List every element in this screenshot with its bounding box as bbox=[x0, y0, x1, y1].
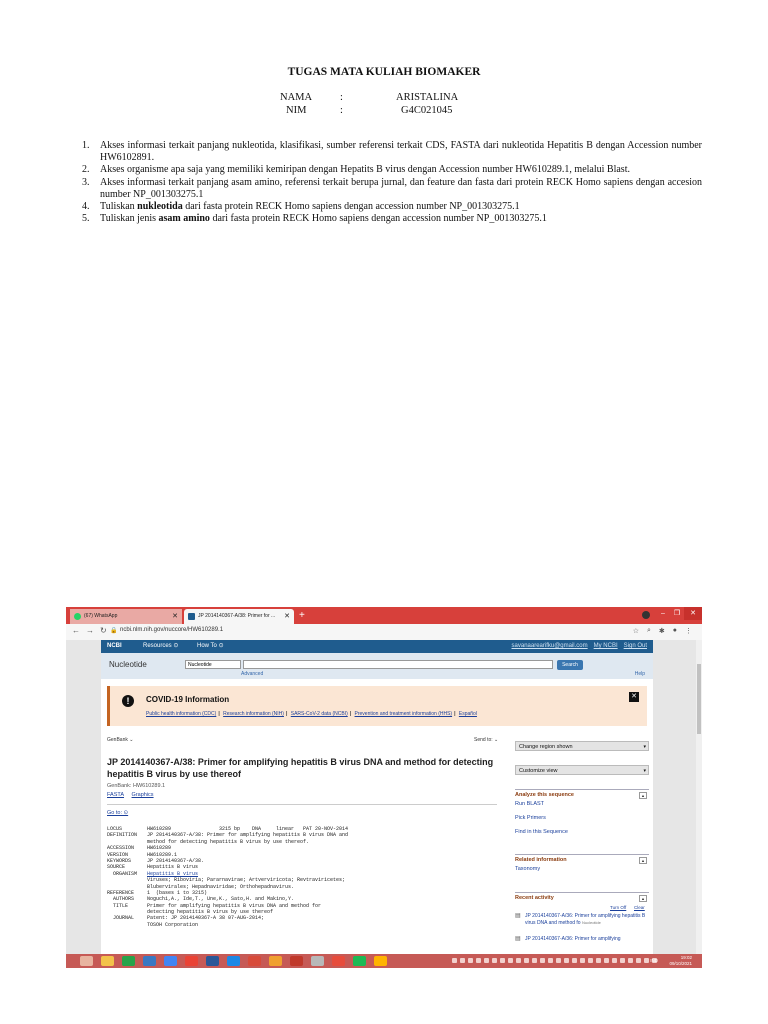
window-controls bbox=[656, 607, 702, 620]
organism-link[interactable]: Hepatitis B virus bbox=[147, 870, 199, 877]
heading-label: Analyze this sequence bbox=[515, 792, 574, 798]
genbank-value: JP 2014140367-A/38: Primer for amplifying hepatitis B virus DNA and bbox=[147, 832, 349, 839]
genbank-value: Patent: JP 2014140367-A 38 07-AUG-2014; bbox=[147, 915, 265, 922]
tray-icon[interactable] bbox=[588, 958, 593, 963]
genbank-value: HW610289.1 bbox=[147, 851, 178, 858]
heading-label: Recent activity bbox=[515, 895, 554, 901]
embedded-browser-screenshot bbox=[66, 607, 702, 968]
genbank-value: Primer for amplifying hepatitis B virus DNA and method for bbox=[147, 902, 322, 909]
taskbar-app-icon[interactable] bbox=[248, 956, 261, 966]
extensions-icon[interactable]: ✱ bbox=[658, 628, 665, 635]
covid-banner bbox=[107, 686, 647, 726]
name-separator: : bbox=[340, 92, 343, 103]
task-text-pre: Tuliskan bbox=[100, 201, 138, 213]
ncbi-page bbox=[101, 640, 653, 954]
tray-icon[interactable] bbox=[516, 958, 521, 963]
collapse-icon[interactable]: ▴ bbox=[639, 895, 647, 902]
taskbar-app-icon[interactable] bbox=[311, 956, 324, 966]
ncbi-header bbox=[101, 640, 653, 653]
howto-menu[interactable]: How To ⊙ bbox=[197, 643, 224, 649]
hhs-link[interactable]: Prevention and treatment information (HHS) bbox=[354, 711, 453, 717]
task-text-pre: Tuliskan jenis bbox=[100, 213, 159, 225]
record-links bbox=[107, 792, 160, 798]
task-text: Akses informasi terkait panjang nukleotida, klasifikasi, sumber referensi terkait CDS, FASTA dari nukleotida Hepatitis B dengan Accession number HW6102891. bbox=[100, 140, 702, 164]
task-number: 3. bbox=[82, 176, 90, 188]
resources-menu[interactable]: Resources ⊙ bbox=[143, 643, 179, 649]
task-item bbox=[82, 213, 702, 225]
task-text-post: dari fasta protein RECK Homo sapiens dengan accession number NP_001303275.1 bbox=[182, 201, 520, 213]
task-item bbox=[82, 177, 702, 201]
clock-time: 19:02 bbox=[680, 955, 692, 960]
record-title: JP 2014140367-A/38: Primer for amplifying hepatitis B virus DNA and method for detecting hepatitis B virus by use thereof bbox=[107, 757, 494, 779]
task-number: 2. bbox=[82, 164, 90, 176]
graphics-link[interactable]: Graphics bbox=[131, 792, 154, 798]
tray-icon[interactable] bbox=[628, 958, 633, 963]
database-select[interactable] bbox=[185, 660, 241, 669]
genbank-key: TITLE bbox=[107, 902, 129, 909]
task-number: 4. bbox=[82, 201, 90, 213]
taxonomy-link[interactable]: Taxonomy bbox=[515, 866, 541, 872]
advanced-link[interactable]: Advanced bbox=[241, 671, 264, 677]
dropdown-label: Change region shown bbox=[519, 744, 573, 750]
taskbar-app-icon[interactable] bbox=[269, 956, 282, 966]
run-blast-link[interactable]: Run BLAST bbox=[515, 801, 545, 807]
covid-title: COVID-19 Information bbox=[146, 695, 230, 704]
task-number: 5. bbox=[82, 213, 90, 225]
pick-primers-link[interactable]: Pick Primers bbox=[515, 815, 546, 821]
covid-links: Public health information (CDC) | Research information (NIH) | SARS-CoV-2 data (NCBI) | Prevention and treatment information (HHS) | Español bbox=[146, 711, 477, 717]
tray-icon[interactable] bbox=[468, 958, 473, 963]
star-icon[interactable]: ☆ bbox=[632, 628, 639, 635]
menu-icon[interactable]: ⋮ bbox=[685, 628, 692, 635]
taskbar-app-icon[interactable] bbox=[290, 956, 303, 966]
document-icon: ▤ bbox=[515, 913, 521, 919]
tray-icon[interactable] bbox=[596, 958, 601, 963]
sign-out-link[interactable]: Sign Out bbox=[623, 643, 647, 649]
task-text: Akses organisme apa saja yang memiliki kemiripan dengan Hepatits B virus dengan Accession number HW610289.1, melalui Blast. bbox=[100, 164, 630, 176]
task-number: 1. bbox=[82, 140, 90, 151]
taskbar-app-icon[interactable] bbox=[353, 956, 366, 966]
whatsapp-icon bbox=[74, 613, 81, 620]
genbank-key: SOURCE bbox=[107, 864, 126, 871]
taskbar-app-icon[interactable] bbox=[185, 956, 198, 966]
tab-label: JP 2014140367-A/38: Primer for ... bbox=[198, 613, 276, 619]
tray-icon[interactable] bbox=[492, 958, 497, 963]
browser-content bbox=[66, 640, 696, 954]
maximize-icon[interactable]: ❐ bbox=[673, 610, 681, 617]
recent-item-text: JP 2014140367-A/36: Primer for amplifying hepatitis B virus DNA and method fo bbox=[525, 913, 646, 926]
genbank-key: JOURNAL bbox=[107, 915, 135, 922]
minimize-icon[interactable]: – bbox=[661, 610, 665, 617]
analyze-heading bbox=[515, 789, 649, 798]
cdc-link[interactable]: Public health information (CDC) bbox=[146, 711, 217, 717]
genbank-value: Viruses; Riboviria; Pararnavirae; Artverviricota; Revtraviricetes; bbox=[147, 877, 346, 884]
recent-item-note: Nucleotide bbox=[581, 919, 601, 925]
heading-label: Related information bbox=[515, 857, 567, 863]
turn-off-link[interactable]: Turn Off bbox=[610, 905, 627, 910]
tray-icon[interactable] bbox=[620, 958, 625, 963]
browser-tab-bar bbox=[66, 607, 702, 624]
back-icon[interactable]: ← bbox=[72, 626, 80, 635]
genbank-row bbox=[107, 922, 507, 928]
task-text-post: dari fasta protein RECK Homo sapiens dengan accession number NP_001303275.1 bbox=[209, 213, 547, 225]
genbank-value: HW610289 bbox=[147, 845, 172, 852]
tray-icon[interactable] bbox=[644, 958, 649, 963]
format-dropdown[interactable]: GenBank ⌄ bbox=[107, 737, 134, 743]
profile-icon[interactable] bbox=[642, 611, 650, 619]
chevron-down-icon: ▾ bbox=[643, 768, 646, 774]
tray-icon[interactable] bbox=[540, 958, 545, 963]
genbank-value: TOSOH Corporation bbox=[147, 921, 199, 928]
alert-icon: ! bbox=[122, 695, 134, 707]
genbank-key: ORGANISM bbox=[107, 870, 138, 877]
search-input[interactable] bbox=[243, 660, 553, 669]
reload-icon[interactable]: ↻ bbox=[100, 626, 107, 635]
taskbar-app-icon[interactable] bbox=[164, 956, 177, 966]
tray-icon[interactable] bbox=[556, 958, 561, 963]
tray-icon[interactable] bbox=[476, 958, 481, 963]
genbank-value: HW610289 3215 bp DNA linear PAT 20-NOV-2014 bbox=[147, 826, 349, 832]
genbank-key: REFERENCE bbox=[107, 889, 135, 896]
new-tab-icon[interactable]: + bbox=[299, 610, 305, 621]
genbank-key: VERSION bbox=[107, 851, 129, 858]
tray-icon[interactable] bbox=[604, 958, 609, 963]
collapse-icon[interactable]: ▴ bbox=[639, 792, 647, 799]
related-heading bbox=[515, 854, 649, 863]
close-window-icon[interactable]: ✕ bbox=[684, 607, 702, 620]
tray-icon[interactable] bbox=[484, 958, 489, 963]
database-label: Nucleotide bbox=[109, 660, 147, 669]
chevron-down-icon: ▾ bbox=[643, 744, 646, 750]
change-region-dropdown[interactable] bbox=[515, 741, 649, 751]
task-list bbox=[82, 140, 702, 225]
find-in-sequence-link[interactable]: Find in this Sequence bbox=[515, 829, 568, 835]
tray-icon[interactable] bbox=[508, 958, 513, 963]
recent-item[interactable] bbox=[515, 936, 649, 943]
task-text-bold: asam amino bbox=[158, 213, 210, 225]
recent-heading bbox=[515, 892, 649, 901]
tray-icon[interactable] bbox=[500, 958, 505, 963]
ncbi-logo[interactable]: NCBI bbox=[107, 643, 122, 649]
name-value: ARISTALINA bbox=[396, 92, 459, 103]
divider bbox=[107, 804, 497, 805]
recent-item[interactable] bbox=[515, 913, 649, 926]
taskbar-app-icon[interactable] bbox=[332, 956, 345, 966]
my-ncbi-link[interactable]: My NCBI bbox=[593, 643, 618, 649]
tray-icon[interactable] bbox=[452, 958, 457, 963]
close-icon[interactable]: ✕ bbox=[284, 613, 290, 620]
tray-icon[interactable] bbox=[572, 958, 577, 963]
genbank-key: KEYWORDS bbox=[107, 857, 132, 864]
nim-separator: : bbox=[340, 105, 343, 116]
taskbar-app-icon[interactable] bbox=[374, 956, 387, 966]
genbank-value: Hepatitis B virus bbox=[147, 864, 199, 871]
taskbar-app-icon[interactable] bbox=[80, 956, 93, 966]
tray-icon[interactable] bbox=[548, 958, 553, 963]
collapse-icon[interactable]: ▴ bbox=[639, 857, 647, 864]
address-icons bbox=[633, 627, 692, 635]
taskbar-app-icon[interactable] bbox=[122, 956, 135, 966]
help-link[interactable]: Help bbox=[634, 671, 645, 677]
tray-icon[interactable] bbox=[636, 958, 641, 963]
nih-link[interactable]: Research information (NIH) bbox=[223, 711, 284, 717]
address-bar bbox=[66, 624, 702, 641]
genbank-value: Blubervirales; Hepadnaviridae; Orthohepadnavirus. bbox=[147, 883, 295, 890]
task-text-bold: nukleotida bbox=[137, 201, 183, 213]
taskbar-app-icon[interactable] bbox=[227, 956, 240, 966]
taskbar-app-icon[interactable] bbox=[206, 956, 219, 966]
tray-icon[interactable] bbox=[532, 958, 537, 963]
fasta-link[interactable]: FASTA bbox=[107, 792, 125, 798]
close-icon[interactable]: ✕ bbox=[172, 613, 178, 620]
tray-icon[interactable] bbox=[580, 958, 585, 963]
language-indicator[interactable]: IND bbox=[650, 958, 658, 963]
ncbi-icon bbox=[188, 613, 195, 620]
tray-icon[interactable] bbox=[612, 958, 617, 963]
url-input[interactable]: ncbi.nlm.nih.gov/nuccore/HW610289.1 bbox=[120, 627, 224, 633]
ncbi-data-link[interactable]: SARS-CoV-2 data (NCBI) bbox=[290, 711, 348, 717]
search-button[interactable]: Search bbox=[557, 660, 583, 670]
task-item bbox=[82, 164, 702, 176]
avatar-icon[interactable]: ● bbox=[672, 627, 677, 634]
forward-icon[interactable]: → bbox=[86, 626, 94, 635]
genbank-key: LOCUS bbox=[107, 826, 123, 832]
account-links bbox=[512, 640, 647, 653]
goto-link[interactable]: Go to: ⊙ bbox=[107, 810, 129, 816]
lock-icon: 🔒 bbox=[110, 628, 118, 634]
genbank-key: AUTHORS bbox=[107, 896, 135, 903]
search-bar bbox=[101, 653, 653, 679]
dropdown-label: Customize view bbox=[519, 768, 558, 774]
tab-whatsapp[interactable] bbox=[70, 609, 182, 624]
genbank-record bbox=[107, 826, 507, 928]
clock-date: 09/10/2021 bbox=[669, 961, 692, 966]
genbank-key: DEFINITION bbox=[107, 832, 138, 839]
genbank-value: 1 (bases 1 to 3215) bbox=[147, 889, 208, 896]
tray-icon[interactable] bbox=[460, 958, 465, 963]
customize-view-dropdown[interactable] bbox=[515, 765, 649, 775]
taskbar-app-icon[interactable] bbox=[143, 956, 156, 966]
tab-ncbi[interactable] bbox=[184, 609, 294, 624]
search-icon[interactable]: ⌕ bbox=[646, 627, 651, 634]
tray-icon[interactable] bbox=[524, 958, 529, 963]
genbank-value: method for detecting hepatitis B virus by use thereof. bbox=[147, 838, 310, 845]
taskbar-app-icon[interactable] bbox=[101, 956, 114, 966]
genbank-value: Noguchi,A., Ide,T., Une,K., Sato,H. and Makino,Y. bbox=[147, 896, 295, 903]
os-taskbar bbox=[66, 954, 702, 968]
system-tray bbox=[452, 958, 657, 963]
nim-value: G4C021045 bbox=[401, 105, 453, 116]
document-icon: ▤ bbox=[515, 936, 521, 942]
tray-icon[interactable] bbox=[564, 958, 569, 963]
send-to-dropdown[interactable]: Send to: ⌄ bbox=[474, 737, 499, 743]
user-email-link[interactable]: savanaarearifku@gmail.com bbox=[511, 643, 588, 649]
clear-link[interactable]: Clear bbox=[634, 905, 645, 910]
tab-label: (67) WhatsApp bbox=[84, 613, 118, 619]
genbank-value: JP 2014140367-A/38. bbox=[147, 857, 205, 864]
close-icon[interactable]: ✕ bbox=[629, 692, 639, 702]
document-title: TUGAS MATA KULIAH BIOMAKER bbox=[287, 66, 481, 78]
recent-item-text: JP 2014140367-A/36: Primer for amplifying bbox=[525, 936, 621, 942]
nim-label: NIM bbox=[286, 105, 307, 116]
name-label: NAMA bbox=[280, 92, 313, 103]
record-subtitle: GenBank: HW610289.1 bbox=[107, 783, 166, 789]
espanol-link[interactable]: Español bbox=[458, 711, 477, 717]
scrollbar-thumb[interactable] bbox=[697, 664, 701, 734]
genbank-value: detecting hepatitis B virus by use thereof bbox=[147, 909, 274, 916]
genbank-key: ACCESSION bbox=[107, 845, 135, 852]
clock[interactable] bbox=[669, 955, 692, 967]
taskbar-apps bbox=[80, 956, 387, 966]
database-select-value: Nucleotide bbox=[188, 662, 212, 668]
scrollbar[interactable] bbox=[696, 640, 702, 954]
task-item bbox=[82, 140, 702, 164]
task-item bbox=[82, 201, 702, 213]
task-text: Akses informasi terkait panjang asam amino, referensi terkait berupa jurnal, dan feature dan fasta dari protein RECK Homo sapiens dengan accesion number NP_001303275.1 bbox=[100, 176, 702, 200]
